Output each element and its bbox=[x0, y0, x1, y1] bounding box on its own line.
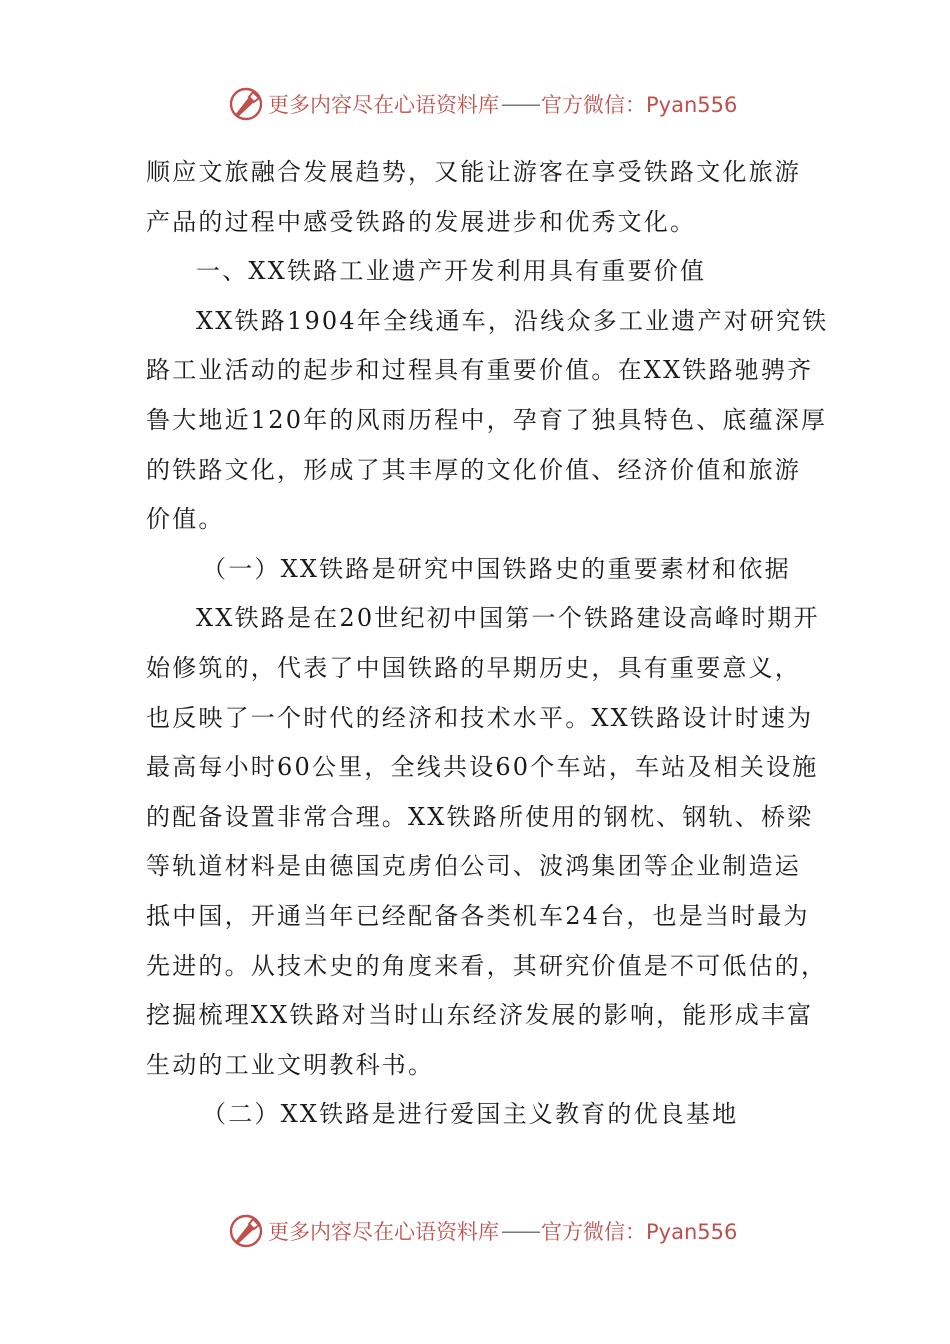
section-heading: 一、XX铁路工业遗产开发利用具有重要价值 bbox=[196, 257, 707, 286]
header-banner bbox=[228, 84, 737, 124]
body-line: XX铁路1904年全线通车，沿线众多工业遗产对研究铁 bbox=[196, 306, 829, 335]
body-line: 的配备设置非常合理。XX铁路所使用的钢枕、钢轨、桥梁 bbox=[146, 802, 814, 831]
body-line: 先进的。从技术史的角度来看，其研究价值是不可低估的， bbox=[146, 951, 828, 980]
body-line: 挖掘梳理XX铁路对当时山东经济发展的影响，能形成丰富 bbox=[146, 1001, 814, 1030]
body-line: 等轨道材料是由德国克虏伯公司、波鸿集团等企业制造运 bbox=[146, 852, 801, 881]
body-line: XX铁路是在20世纪初中国第一个铁路建设高峰时期开 bbox=[196, 604, 820, 633]
subsection-heading: （一）XX铁路是研究中国铁路史的重要素材和依据 bbox=[202, 554, 791, 583]
banner-separator: —— bbox=[501, 1219, 539, 1243]
body-line: 鲁大地近120年的风雨历程中，孕育了独具特色、底蕴深厚 bbox=[146, 405, 828, 434]
body-line: 生动的工业文明教科书。 bbox=[146, 1050, 435, 1079]
body-line: 始修筑的，代表了中国铁路的早期历史，具有重要意义， bbox=[146, 653, 801, 682]
body-line: 抵中国，开通当年已经配备各类机车24台，也是当时最为 bbox=[146, 901, 810, 930]
footer-banner bbox=[228, 1211, 737, 1251]
banner-separator: —— bbox=[501, 92, 539, 116]
banner-main-text: 更多内容尽在心语资料库 bbox=[268, 1220, 499, 1244]
banner-wechat-text: 官方微信：Pyan556 bbox=[541, 1220, 738, 1244]
subsection-heading: （二）XX铁路是进行爱国主义教育的优良基地 bbox=[202, 1100, 739, 1129]
body-line: 价值。 bbox=[146, 505, 225, 534]
pen-nib-logo-icon bbox=[228, 1213, 264, 1249]
body-line: 路工业活动的起步和过程具有重要价值。在XX铁路驰骋齐 bbox=[146, 356, 814, 385]
body-line: 最高每小时60公里，全线共设60个车站，车站及相关设施 bbox=[146, 753, 819, 782]
banner-wechat-text: 官方微信：Pyan556 bbox=[541, 93, 738, 117]
body-line: 也反映了一个时代的经济和技术水平。XX铁路设计时速为 bbox=[146, 703, 814, 732]
document-body bbox=[146, 148, 829, 1140]
body-line: 的铁路文化，形成了其丰厚的文化价值、经济价值和旅游 bbox=[146, 455, 801, 484]
banner-main-text: 更多内容尽在心语资料库 bbox=[268, 93, 499, 117]
body-line: 产品的过程中感受铁路的发展进步和优秀文化。 bbox=[146, 207, 697, 236]
pen-nib-logo-icon bbox=[228, 86, 264, 122]
body-line: 顺应文旅融合发展趋势，又能让游客在享受铁路文化旅游 bbox=[146, 158, 801, 186]
